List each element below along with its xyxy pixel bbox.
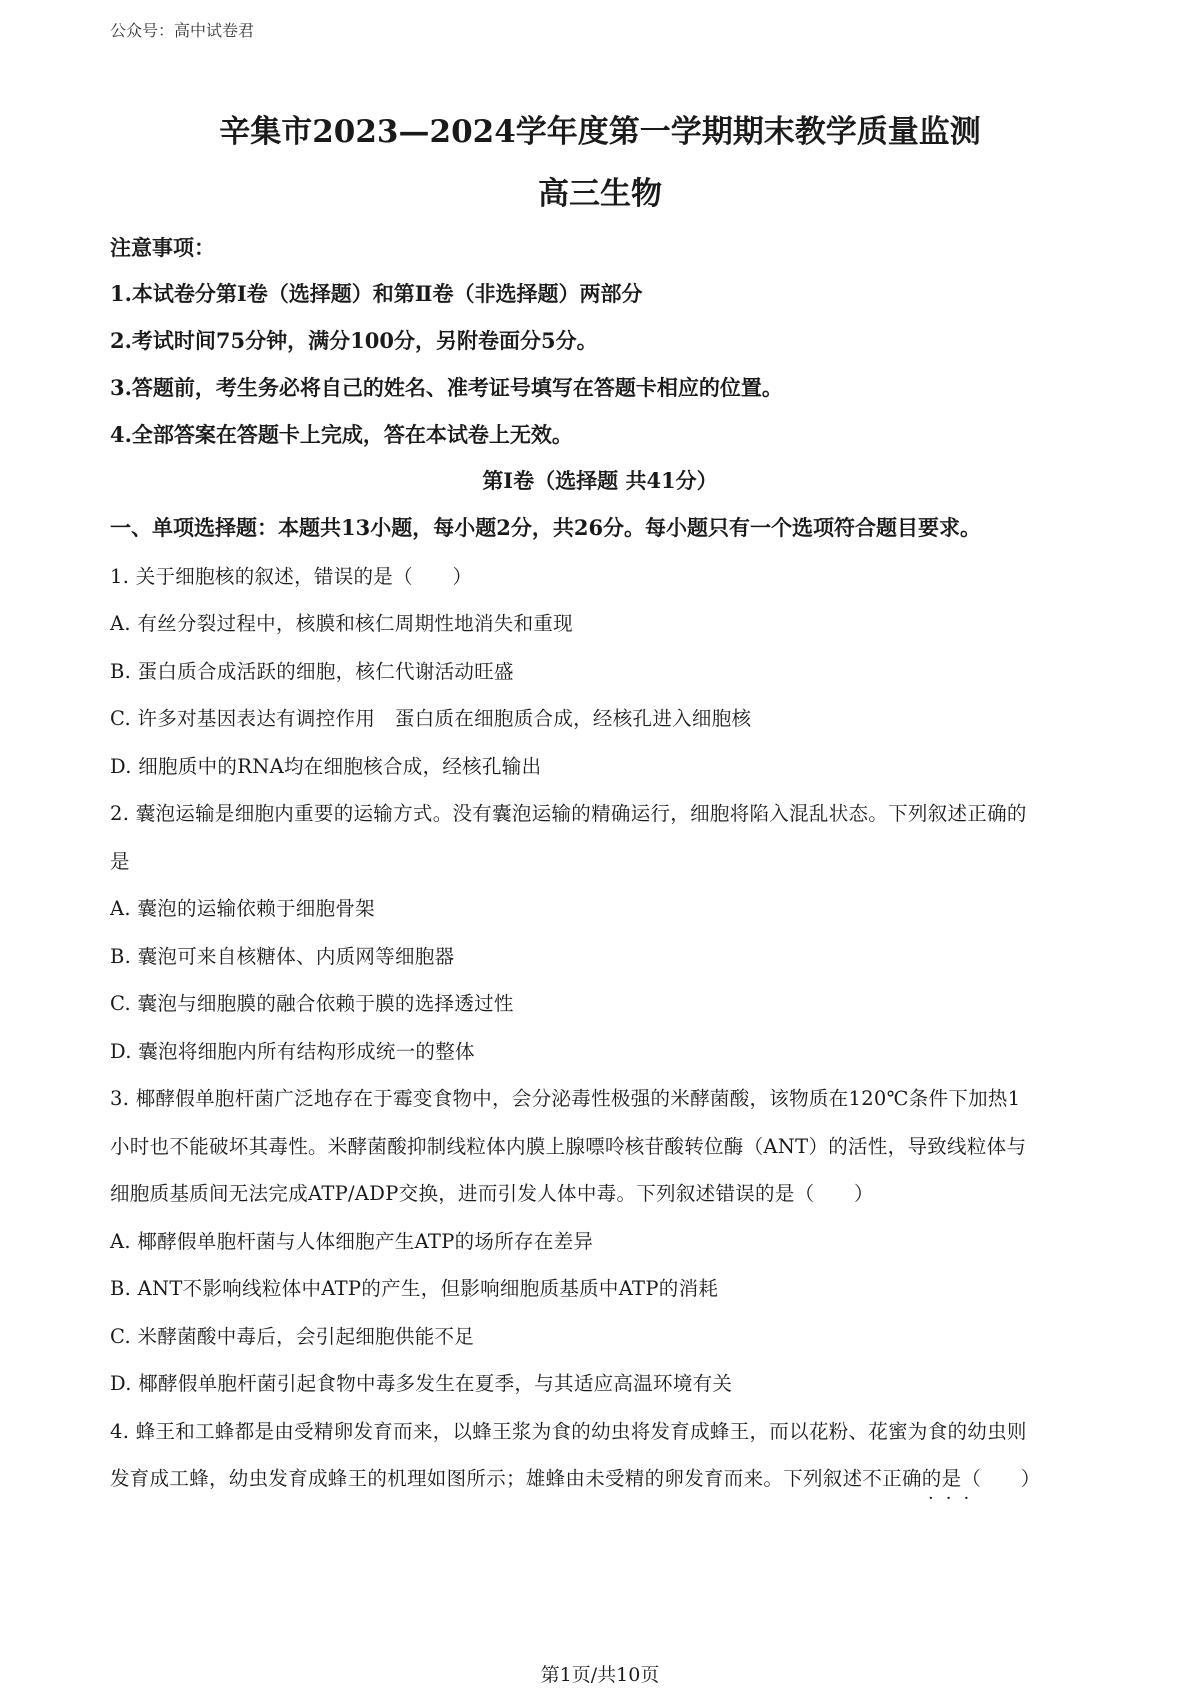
section-title: 第Ⅰ卷（选择题 共41分） [482,468,718,493]
question-4-stem: 发育成工蜂，幼虫发育成蜂王的机理如图所示；雄蜂由未受精的卵发育而来。下列叙述不正确的是（ ） [110,1467,1041,1490]
question-1-option-d: D. 细胞质中的RNA均在细胞核合成，经核孔输出 [110,755,542,778]
question-2-option-c: C. 囊泡与细胞膜的融合依赖于膜的选择透过性 [110,992,514,1015]
part-one-heading: 一、单项选择题：本题共13小题，每小题2分，共26分。每小题只有一个选项符合题目要求。 [110,515,982,540]
question-4-stem: 4. 蜂王和工蜂都是由受精卵发育而来，以蜂王浆为食的幼虫将发育成蜂王，而以花粉、花蜜为食的幼虫则 [110,1420,1027,1443]
question-3-option-d: D. 椰酵假单胞杆菌引起食物中毒多发生在夏季，与其适应高温环境有关 [110,1372,733,1395]
question-1-option-a: A. 有丝分裂过程中，核膜和核仁周期性地消失和重现 [110,612,573,635]
note-item: 4.全部答案在答题卡上完成，答在本试卷上无效。 [110,422,573,447]
question-3-stem: 小时也不能破坏其毒性。米酵菌酸抑制线粒体内膜上腺嘌呤核苷酸转位酶（ANT）的活性，导致线粒体与 [110,1135,1027,1158]
notes-heading: 注意事项： [110,235,215,260]
question-3-option-a: A. 椰酵假单胞杆菌与人体细胞产生ATP的场所存在差异 [110,1230,594,1253]
question-2-option-d: D. 囊泡将细胞内所有结构形成统一的整体 [110,1040,475,1063]
question-1-option-c: C. 许多对基因表达有调控作用 蛋白质在细胞质合成，经核孔进入细胞核 [110,707,752,730]
question-2-stem: 是 [110,850,130,873]
note-item: 1.本试卷分第Ⅰ卷（选择题）和第Ⅱ卷（非选择题）两部分 [110,281,643,306]
note-item: 2.考试时间75分钟，满分100分，另附卷面分5分。 [110,328,598,353]
question-3-stem: 细胞质基质间无法完成ATP/ADP交换，进而引发人体中毒。下列叙述错误的是（ ） [110,1182,874,1205]
question-1-stem: 1. 关于细胞核的叙述，错误的是（ ） [110,565,473,588]
question-3-option-b: B. ANT不影响线粒体中ATP的产生，但影响细胞质基质中ATP的消耗 [110,1277,719,1300]
question-3-option-c: C. 米酵菌酸中毒后，会引起细胞供能不足 [110,1325,475,1348]
question-2-stem: 2. 囊泡运输是细胞内重要的运输方式。没有囊泡运输的精确运行，细胞将陷入混乱状态。下列叙述正确的 [110,802,1027,825]
exam-title: 辛集市2023—2024学年度第一学期期末教学质量监测 [219,114,981,150]
question-3-stem: 3. 椰酵假单胞杆菌广泛地存在于霉变食物中，会分泌毒性极强的米酵菌酸，该物质在120℃条件下加热1 [110,1087,1021,1110]
question-2-option-b: B. 囊泡可来自核糖体、内质网等细胞器 [110,945,455,968]
watermark-text: 公众号：高中试卷君 [110,21,255,40]
exam-subtitle: 高三生物 [538,176,662,212]
emphasis-dots: ··· [928,1488,982,1509]
page-footer: 第1页/共10页 [540,1664,660,1686]
note-item: 3.答题前，考生务必将自己的姓名、准考证号填写在答题卡相应的位置。 [110,375,783,400]
question-2-option-a: A. 囊泡的运输依赖于细胞骨架 [110,897,375,920]
question-1-option-b: B. 蛋白质合成活跃的细胞，核仁代谢活动旺盛 [110,660,514,683]
